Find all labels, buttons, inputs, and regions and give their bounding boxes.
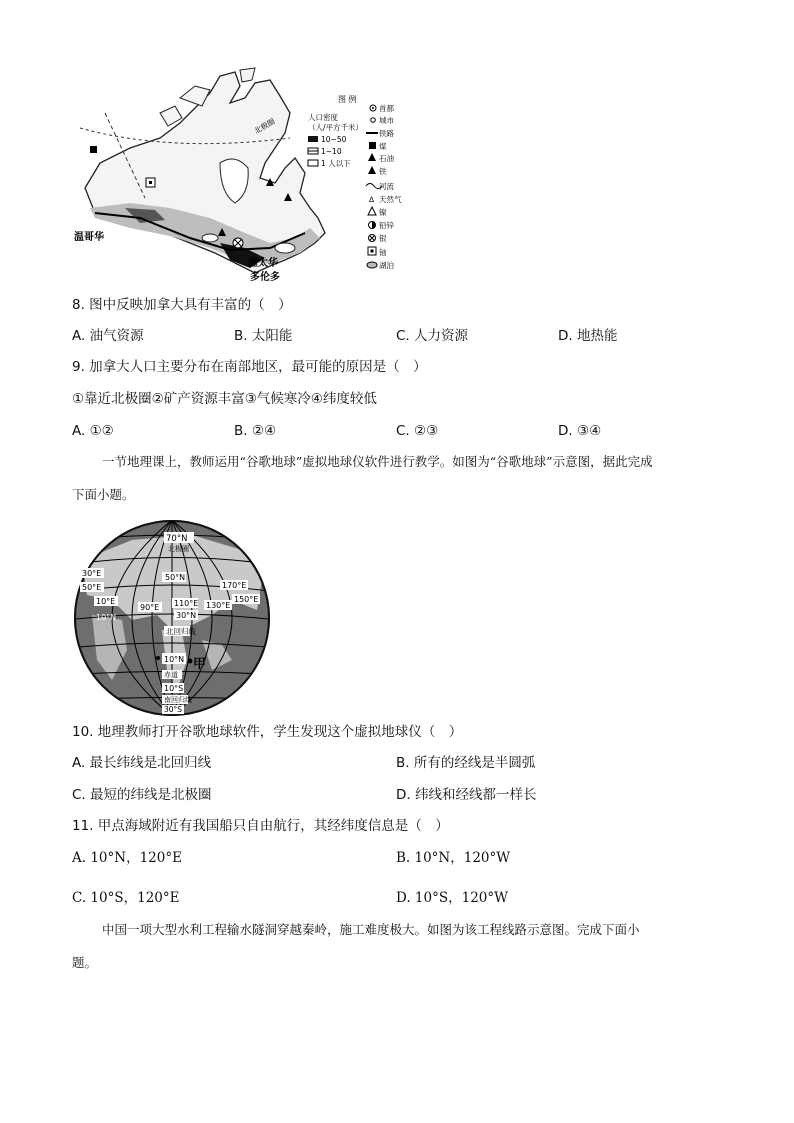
- q10-option-b[interactable]: B. 所有的经线是半圆弧: [396, 755, 536, 771]
- globe-lat-70n: 70°N: [166, 534, 188, 544]
- q11-stem: 11. 甲点海域附近有我国船只自由航行，其经纬度信息是（ ）: [72, 818, 449, 834]
- legend-city: 城市: [379, 116, 394, 125]
- q8-stem: 8. 图中反映加拿大具有丰富的（ ）: [72, 297, 292, 313]
- map-city-vancouver: 温哥华: [74, 232, 104, 243]
- q11-option-b[interactable]: B. 10°N，120°W: [396, 850, 511, 866]
- globe-point-jia: 甲: [193, 657, 207, 672]
- globe-lon-110e: 110°E: [174, 599, 199, 608]
- q9-option-a[interactable]: A. ①②: [72, 423, 114, 439]
- globe-figure: [72, 520, 272, 716]
- q8-option-a[interactable]: A. 油气资源: [72, 328, 144, 344]
- intro1-line2: 下面小题。: [72, 487, 135, 502]
- legend-lake: 湖泊: [379, 261, 394, 270]
- legend-iron: 铁: [379, 167, 387, 176]
- legend-gas: 天然气: [379, 195, 402, 204]
- q11-option-c[interactable]: C. 10°S，120°E: [72, 890, 180, 906]
- globe-svg: [72, 520, 272, 716]
- legend-capital: 首都: [379, 104, 394, 113]
- map-legend-right: [366, 103, 402, 270]
- globe-lon-130e: 130°E: [206, 601, 231, 610]
- map-legend-d3: 1 人以下: [321, 159, 351, 168]
- globe-lon-50e: 50°E: [82, 583, 102, 592]
- globe-lat-10n: 10°N: [164, 655, 185, 664]
- globe-lon-90e: 90°E: [140, 603, 160, 612]
- map-city-toronto: 多伦多: [250, 272, 280, 283]
- canada-map-figure: [70, 68, 402, 290]
- globe-lat-30s: 30°S: [164, 705, 183, 714]
- globe-tropic-s: 南回归线: [164, 696, 192, 704]
- globe-tropic-n: 北回归线: [166, 627, 196, 636]
- globe-lon-150e: 150°E: [234, 595, 259, 604]
- globe-equator-label: 赤道: [164, 671, 178, 679]
- legend-coal: 煤: [379, 142, 387, 151]
- map-legend-density-2: （人/平方千米）: [308, 123, 364, 132]
- legend-leadzinc: 铅锌: [379, 221, 394, 230]
- map-legend-title: 图 例: [338, 95, 357, 104]
- intro2-line1: 中国一项大型水利工程输水隧洞穿越秦岭，施工难度极大。如图为该工程线路示意图。完成下面小: [102, 922, 640, 937]
- q9-stem: 9. 加拿大人口主要分布在南部地区，最可能的原因是（ ）: [72, 359, 427, 375]
- globe-lat-10s: 10°S: [164, 684, 184, 693]
- globe-lat-30n: 30°N: [176, 611, 197, 620]
- intro2-line2: 题。: [72, 955, 98, 970]
- canada-map-svg: [70, 68, 402, 290]
- q9-statements: ①靠近北极圈②矿产资源丰富③气候寒冷④纬度较低: [72, 391, 377, 407]
- globe-lon-10e: 10°E: [96, 597, 116, 606]
- map-legend-density-1: 人口密度: [308, 113, 338, 122]
- q10-option-a[interactable]: A. 最长纬线是北回归线: [72, 755, 212, 771]
- q9-option-b[interactable]: B. ②④: [234, 423, 277, 439]
- map-city-ottawa: 渥太华: [248, 258, 278, 269]
- q8-option-c[interactable]: C. 人力资源: [396, 328, 469, 344]
- globe-lon-30e: 30°E: [82, 569, 102, 578]
- legend-railway: 铁路: [379, 129, 394, 138]
- q9-option-c[interactable]: C. ②③: [396, 423, 439, 439]
- q10-stem: 10. 地理教师打开谷歌地球软件，学生发现这个虚拟地球仪（ ）: [72, 724, 463, 740]
- globe-lon-170e: 170°E: [222, 581, 247, 590]
- globe-lat-50n: 50°N: [165, 573, 186, 582]
- legend-silver: 银: [379, 234, 387, 243]
- map-legend-d1: 10~50: [321, 135, 347, 144]
- q10-option-d[interactable]: D. 纬线和经线都一样长: [396, 787, 537, 803]
- legend-river: 河流: [379, 182, 394, 191]
- q10-option-c[interactable]: C. 最短的纬线是北极圈: [72, 787, 212, 803]
- q9-option-d[interactable]: D. ③④: [558, 423, 602, 439]
- globe-arctic-label: 北极圈: [168, 545, 189, 553]
- map-arctic-label: 北极圈: [252, 116, 277, 136]
- svg-text:∆: ∆: [369, 195, 375, 204]
- q11-option-a[interactable]: A. 10°N，120°E: [72, 850, 182, 866]
- q8-option-d[interactable]: D. 地热能: [558, 328, 618, 344]
- legend-nickel: 镍: [379, 208, 387, 217]
- legend-oil: 石油: [379, 154, 394, 163]
- legend-uranium: 铀: [379, 248, 387, 257]
- map-legend-d2: 1~10: [321, 147, 342, 156]
- intro1-line1: 一节地理课上，教师运用“谷歌地球”虚拟地球仪软件进行教学。如图为“谷歌地球”示意图，据此完成: [102, 454, 653, 469]
- globe-lat-10n-left: 10°N: [96, 613, 117, 622]
- q11-option-d[interactable]: D. 10°S，120°W: [396, 890, 508, 906]
- q8-option-b[interactable]: B. 太阳能: [234, 328, 293, 344]
